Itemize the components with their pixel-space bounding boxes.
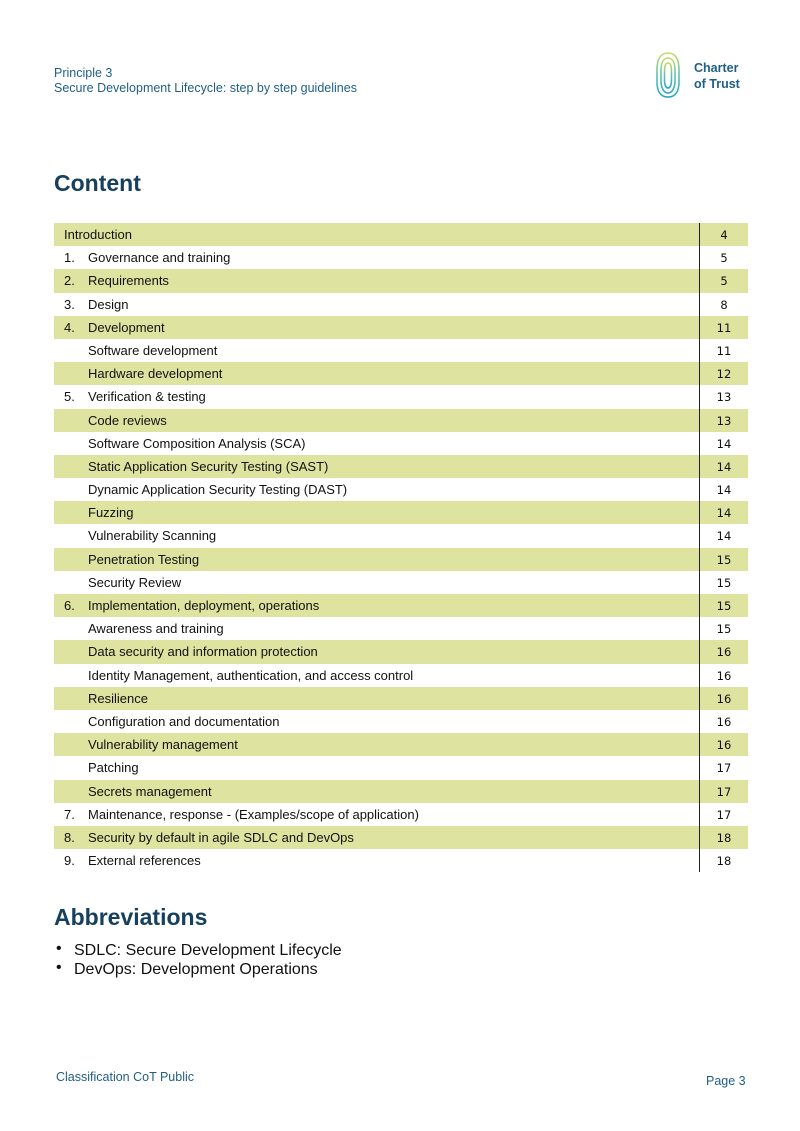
- toc-number: 3.: [64, 296, 75, 312]
- toc-label: Requirements: [88, 273, 169, 289]
- fingerprint-icon: [655, 50, 681, 100]
- toc-label: Penetration Testing: [88, 551, 200, 567]
- toc-row[interactable]: [54, 617, 748, 640]
- header-principle: Principle 3: [54, 66, 113, 80]
- table-of-contents: [54, 223, 748, 872]
- toc-page-number: 12: [716, 367, 732, 382]
- toc-row[interactable]: [54, 409, 748, 432]
- toc-page-number: 16: [716, 645, 732, 660]
- toc-label: Governance and training: [88, 250, 231, 266]
- toc-row[interactable]: [54, 293, 748, 316]
- toc-row[interactable]: [54, 223, 748, 246]
- toc-page-number: 14: [716, 529, 732, 544]
- toc-page-number: 17: [716, 761, 732, 776]
- toc-label: Security Review: [88, 574, 182, 590]
- toc-page-number: 15: [716, 622, 732, 637]
- toc-label: Patching: [88, 760, 139, 776]
- toc-page-number: 18: [716, 854, 732, 869]
- toc-label: Verification & testing: [88, 389, 206, 405]
- logo-text: [694, 60, 740, 92]
- toc-row[interactable]: [54, 501, 748, 524]
- toc-label: Vulnerability Scanning: [88, 528, 217, 544]
- logo-line-2: of Trust: [694, 77, 740, 91]
- toc-number: 5.: [64, 389, 75, 405]
- toc-label: Secrets management: [88, 783, 212, 799]
- toc-page-number: 16: [716, 714, 732, 729]
- toc-label: Security by default in agile SDLC and DevOps: [88, 829, 354, 845]
- header-subtitle: Secure Development Lifecycle: step by step guidelines: [54, 81, 357, 95]
- footer-page-number: Page 3: [706, 1074, 746, 1088]
- abbreviation-item: [54, 960, 342, 979]
- toc-row[interactable]: [54, 803, 748, 826]
- toc-row[interactable]: [54, 849, 748, 872]
- toc-label: Vulnerability management: [88, 737, 238, 753]
- toc-page-number: 14: [716, 436, 732, 451]
- toc-row[interactable]: [54, 780, 748, 803]
- toc-number: 2.: [64, 273, 75, 289]
- toc-label: Resilience: [88, 690, 148, 706]
- toc-label: Configuration and documentation: [88, 713, 280, 729]
- toc-page-number: 14: [716, 483, 732, 498]
- toc-row[interactable]: [54, 385, 748, 408]
- toc-page-number: 18: [716, 830, 732, 845]
- toc-label: Design: [88, 296, 129, 312]
- toc-page-number: 16: [716, 691, 732, 706]
- abbreviation-item: [54, 941, 342, 960]
- toc-page-number: 5: [720, 274, 728, 289]
- bullet-icon: •: [56, 959, 62, 976]
- toc-row[interactable]: [54, 524, 748, 547]
- toc-label: Implementation, deployment, operations: [88, 598, 320, 613]
- toc-page-number: 11: [716, 320, 732, 335]
- toc-row[interactable]: [54, 362, 748, 385]
- toc-page-number: 14: [716, 459, 732, 474]
- bullet-icon: •: [56, 940, 62, 957]
- toc-row[interactable]: [54, 455, 748, 478]
- document-header: [54, 66, 357, 96]
- toc-number: 8.: [64, 829, 75, 845]
- toc-page-number: 16: [716, 738, 732, 753]
- toc-row[interactable]: [54, 756, 748, 779]
- toc-page-number: 13: [716, 390, 732, 405]
- toc-page-number: 5: [720, 251, 728, 266]
- toc-label: Dynamic Application Security Testing (DAST): [88, 482, 348, 498]
- toc-row[interactable]: [54, 316, 748, 339]
- toc-page-number: 15: [716, 575, 732, 590]
- toc-row[interactable]: [54, 548, 748, 571]
- toc-row[interactable]: [54, 594, 748, 617]
- toc-page-number: 17: [716, 807, 732, 822]
- toc-label: Hardware development: [88, 366, 223, 382]
- toc-label: Software development: [88, 342, 218, 358]
- toc-label: Fuzzing: [88, 505, 134, 521]
- toc-page-number: 4: [720, 228, 728, 242]
- toc-row[interactable]: [54, 478, 748, 501]
- toc-row[interactable]: [54, 640, 748, 663]
- toc-number: 4.: [64, 319, 75, 335]
- charter-of-trust-logo: [655, 50, 755, 102]
- toc-row[interactable]: [54, 826, 748, 849]
- toc-row[interactable]: [54, 246, 748, 269]
- toc-row[interactable]: [54, 733, 748, 756]
- toc-number: 1.: [64, 250, 75, 266]
- toc-number: 6.: [64, 598, 75, 613]
- toc-label: Awareness and training: [88, 621, 224, 637]
- toc-page-number: 14: [716, 506, 732, 521]
- toc-label: Introduction: [64, 227, 132, 242]
- toc-label: Static Application Security Testing (SAST): [88, 458, 329, 474]
- abbreviations-heading: Abbreviations: [54, 904, 208, 930]
- content-heading: Content: [54, 170, 141, 196]
- abbreviations-list: [54, 941, 342, 979]
- toc-label: External references: [88, 853, 201, 869]
- toc-label: Software Composition Analysis (SCA): [88, 435, 306, 451]
- toc-label: Development: [88, 319, 165, 335]
- toc-number: 9.: [64, 853, 75, 869]
- toc-label: Data security and information protection: [88, 644, 318, 660]
- toc-row[interactable]: [54, 432, 748, 455]
- toc-page-number: 15: [716, 552, 732, 567]
- toc-label: Maintenance, response - (Examples/scope of application): [88, 806, 419, 822]
- toc-row[interactable]: [54, 339, 748, 362]
- toc-page-number: 17: [716, 784, 732, 799]
- toc-page-number: 11: [716, 343, 732, 358]
- toc-label: Code reviews: [88, 412, 167, 428]
- toc-row[interactable]: [54, 664, 748, 687]
- toc-row[interactable]: [54, 571, 748, 594]
- toc-page-number: 13: [716, 413, 732, 428]
- toc-row[interactable]: [54, 687, 748, 710]
- toc-label: Identity Management, authentication, and access control: [88, 667, 414, 683]
- toc-number: 7.: [64, 806, 75, 822]
- toc-page-number: 15: [716, 599, 732, 613]
- toc-row[interactable]: [54, 269, 748, 292]
- footer-classification: Classification CoT Public: [56, 1070, 195, 1084]
- toc-page-number: 16: [716, 668, 732, 683]
- logo-line-1: Charter: [694, 61, 739, 75]
- abbreviation-text: DevOps: Development Operations: [74, 961, 318, 978]
- toc-page-number: 8: [720, 297, 728, 312]
- toc-row[interactable]: [54, 710, 748, 733]
- toc-divider-line: [699, 223, 700, 872]
- abbreviation-text: SDLC: Secure Development Lifecycle: [74, 942, 342, 959]
